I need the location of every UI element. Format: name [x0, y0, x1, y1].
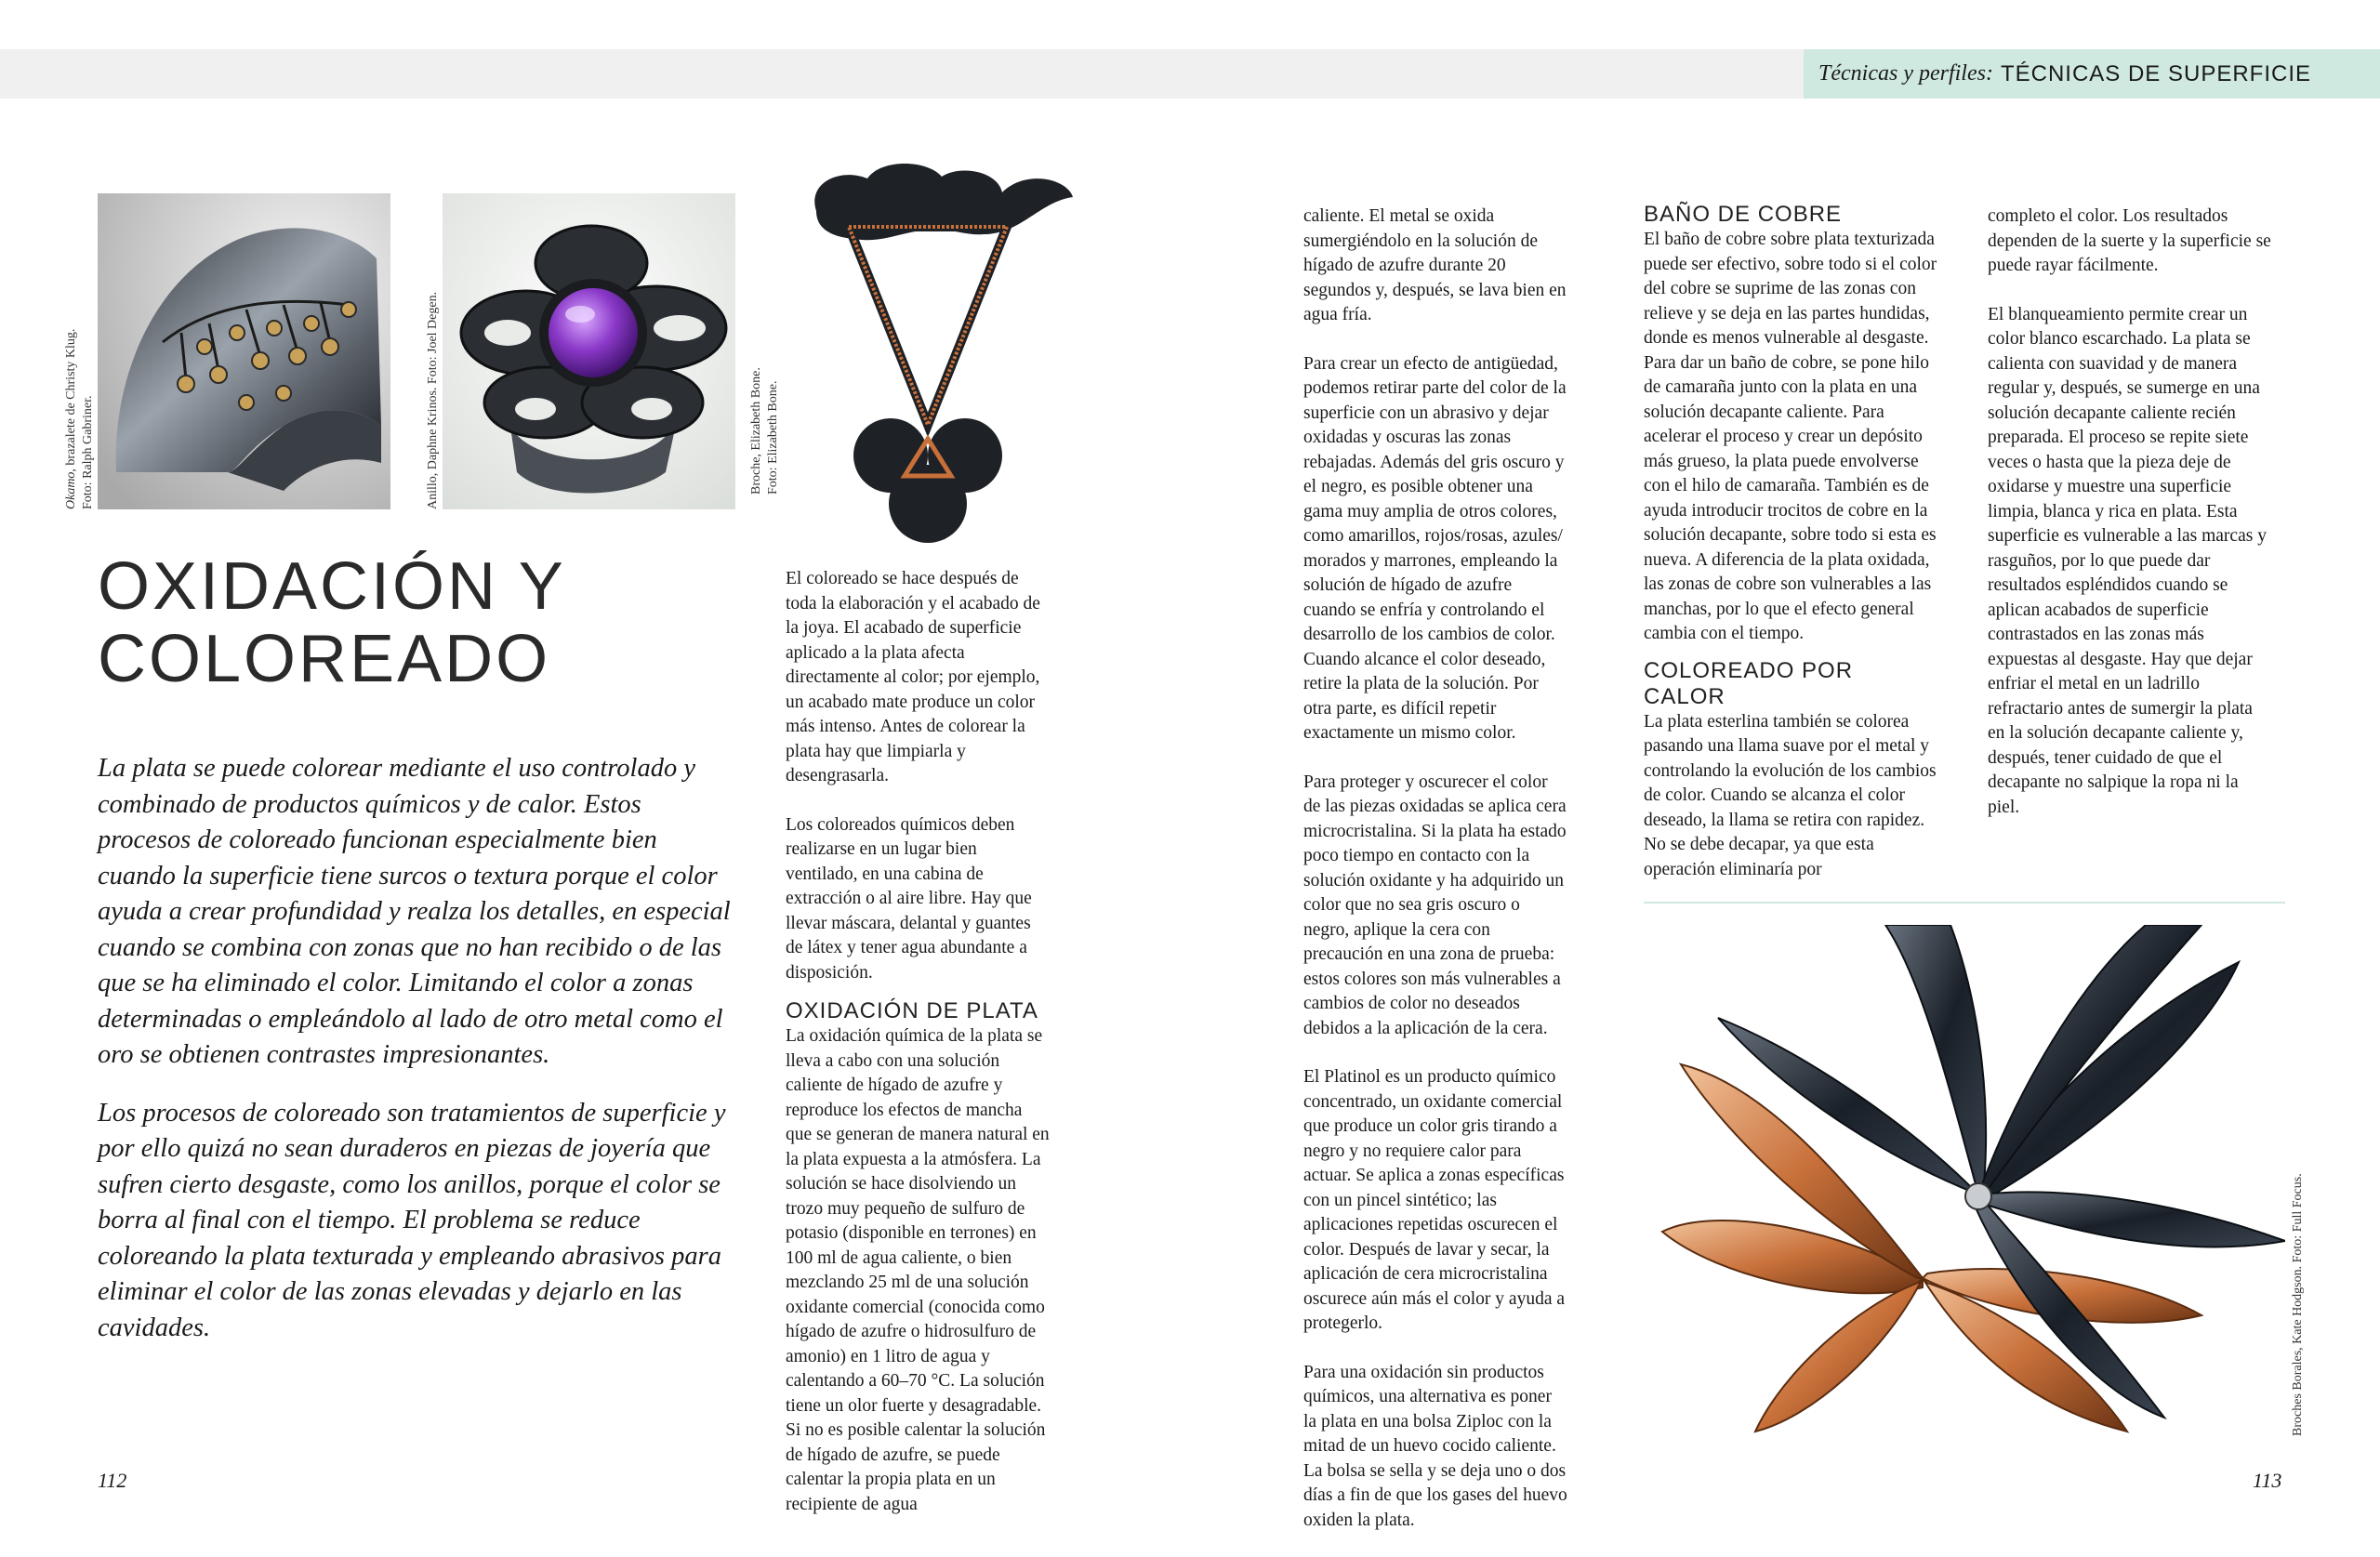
subheading-bano-cobre: BAÑO DE COBRE	[1644, 202, 1843, 227]
paragraph: El coloreado se hace después de toda la elaboración y el acabado de la joya. El acabado de superficie aplicado a la plata afecta directamente al color; por ejemplo, un acabado mate produce un color más intenso. Antes de colorear la plata hay que limpiarla y desengrasarla.	[786, 569, 1040, 785]
flower-brooches-caption: Broches Borales, Kate Hodgson. Foto: Full Focus.	[2291, 1173, 2305, 1436]
brooch-photo	[798, 160, 1077, 560]
section-header	[1804, 49, 2380, 99]
header-bar	[0, 49, 1804, 99]
paragraph: La plata esterlina también se colorea pasando una llama suave por el metal y controlando la evolución de los cambios de color. Cuando se alcanza el color deseado, la llama se retira con rapidez. No se debe decapar, ya que esta operación eliminaría por	[1644, 711, 1937, 879]
paragraph: Para una oxidación sin productos químicos, una alternativa es poner la plata en una bolsa Ziploc con la mitad de un huevo cocido caliente. La bolsa se sella y se deja uno o dos días a fin de que los gases del huevo oxiden la plata.	[1303, 1362, 1567, 1530]
brooch-caption-line2: Foto: Elizabeth Bone.	[766, 380, 780, 495]
text-column-3	[1644, 202, 1941, 906]
bracelet-caption-rest: , brazalete de Christy Klug.	[64, 328, 78, 472]
intro-paragraph: La plata se puede colorear mediante el uso controlado y combinado de productos químicos y de calor. Estos procesos de coloreado funcionan especialmente bien cuando la superficie tiene surcos o textura porque el color ayuda a crear profundidad y realza los detalles, en especial cuando se combina con zonas que no han recibido o de las que se ha eliminado el color. Limitando el color a zonas determinadas o empleándolo al lado de otro metal como el oro se obtienen contrastes impresionantes.	[98, 754, 731, 1069]
bracelet-photo	[98, 193, 390, 509]
ring-caption: Anillo, Daphne Krinos. Foto: Joel Degen.	[426, 291, 440, 509]
bracelet-caption-credit: Foto: Ralph Gabriner.	[81, 395, 95, 509]
paragraph: Para crear un efecto de antigüedad, podemos retirar parte del color de la superficie con un abrasivo y dejar oxidadas y oscuras las zonas rebajadas. Además del gris oscuro y el negro, es posible obtener una gama muy amplia de otros colores, como amarillos, rojos/rosas, azules/ morados y marrones, empleando la solución de hígado de azufre cuando se enfría y controlando el desarrollo de los cambios de color. Cuando alcance el color deseado, retire la plata de la solución. Por otra parte, es difícil repetir exactamente un mismo color.	[1303, 353, 1567, 743]
bracelet-caption	[63, 329, 97, 509]
section-label-italic: Técnicas y perfiles:	[1818, 61, 1993, 86]
page-number-left: 112	[98, 1469, 127, 1492]
paragraph: Los coloreados químicos deben realizarse en un lugar bien ventilado, en una cabina de extracción o al aire libre. Hay que llevar máscara, delantal y guantes de látex y tener agua abundante a disposición.	[786, 814, 1032, 983]
intro-paragraph: Los procesos de coloreado son tratamientos de superficie y por ello quizá no sean duraderos en piezas de joyería que sufren cierto desgaste, como los anillos, porque el color se borra al final con el tiempo. El problema se reduce coloreando la plata texturada y empleando abrasivos para eliminar el color de las zonas elevadas y dejarlo en las cavidades.	[98, 1098, 726, 1342]
paragraph: El Platinol es un producto químico concentrado, un oxidante comercial que produce un color gris tirando a negro y no requiere calor para actuar. Se aplica a zonas específicas con un pincel sintético; las aplicaciones repetidas oscurecen el color. Después de lavar y secar, la aplicación de cera microcristalina oscurece aún más el color y ayuda a protegerlo.	[1303, 1067, 1565, 1333]
brooch-caption-line1: Broche, Elizabeth Bone.	[749, 367, 763, 495]
brooch-caption	[748, 367, 782, 495]
page-title	[98, 550, 748, 695]
flower-brooches-photo	[1644, 925, 2285, 1436]
intro-text	[98, 751, 739, 1368]
paragraph: La oxidación química de la plata se lleva a cabo con una solución caliente de hígado de azufre y reproduce los efectos de mancha que se generan de manera natural en la plata expuesta a la atmósfera. La solución se hace disolviendo un trozo muy pequeño de sulfuro de potasio (disponible en terrones) en 100 ml de agua caliente, o bien mezclando 25 ml de una solución oxidante comercial (conocida como hígado de azufre o hidrosulfuro de amonio) en 1 litro de agua y calentando a 60–70 °C. La solución tiene un olor fuerte y desagradable. Si no es posible calentar la solución de hígado de azufre, se puede calentar la propia plata en un recipiente de agua	[786, 1026, 1050, 1514]
text-column-4	[1988, 205, 2271, 844]
paragraph: El blanqueamiento permite crear un color blanco escarchado. La plata se calienta con suavidad y de manera regular y, después, se sumerge en una solución decapante caliente recién preparada. El proceso se repite siete veces o hasta que la pieza deje de oxidarse y muestre una superficie limpia, blanca y rica en plata. Esta superficie es vulnerable a las marcas y rasguños, por lo que puede dar resultados espléndidos cuando se aplican acabados de superficie contrastados en las zonas más expuestas al desgaste. Hay que dejar enfriar el metal en un ladrillo refractario antes de sumergir la plata en la solución decapante caliente y, después, tener cuidado de que el decapante no salpique la ropa ni la piel.	[1988, 304, 2267, 817]
subheading-oxidacion: OXIDACIÓN DE PLATA	[786, 998, 1038, 1023]
page-number-right: 113	[2253, 1469, 2282, 1492]
paragraph: El baño de cobre sobre plata texturizada puede ser efectivo, sobre todo si el color del cobre se suprime de las zonas con relieve y se deja en las partes hundidas, donde es menos vulnerable al desgaste. Para dar un baño de cobre, se pone hilo de camaraña junto con la plata en una solución decapante caliente. Para acelerar el proceso y crear un depósito más grueso, la plata puede envolverse con el hilo de camaraña. También es de ayuda introducir trocitos de cobre en la solución decapante, sobre todo si esta es nueva. A diferencia de la plata oxidada, las zonas de cobre son vulnerables a las manchas, por lo que el efecto general cambia con el tiempo.	[1644, 230, 1937, 643]
paragraph: caliente. El metal se oxida sumergiéndolo en la solución de hígado de azufre durante 20 segundos y, después, se lava bien en agua fría.	[1303, 206, 1567, 324]
text-column-1	[786, 567, 1051, 1541]
subheading-coloreado-calor: COLOREADO POR CALOR	[1644, 657, 1854, 709]
paragraph: Para proteger y oscurecer el color de las piezas oxidadas se aplica cera microcristalina. Si la plata ha estado poco tiempo en contacto con la solución oxidante y ha adquirido un color que no sea gris oscuro o negro, aplique la cera con precaución en una zona de prueba: estos colores son más vulnerables a cambios de color no deseados debidos a la aplicación de la cera.	[1303, 772, 1567, 1038]
text-column-2	[1303, 205, 1568, 1557]
title-line-2: COLOREADO	[98, 622, 551, 696]
title-line-1: OXIDACIÓN Y	[98, 549, 566, 624]
ring-photo	[443, 193, 735, 509]
section-label-caps: TÉCNICAS DE SUPERFICIE	[2000, 60, 2311, 86]
paragraph: completo el color. Los resultados dependen de la suerte y la superficie se puede rayar fácilmente.	[1988, 206, 2271, 275]
bracelet-caption-title: Okamo	[64, 471, 78, 509]
divider	[1644, 902, 2285, 904]
